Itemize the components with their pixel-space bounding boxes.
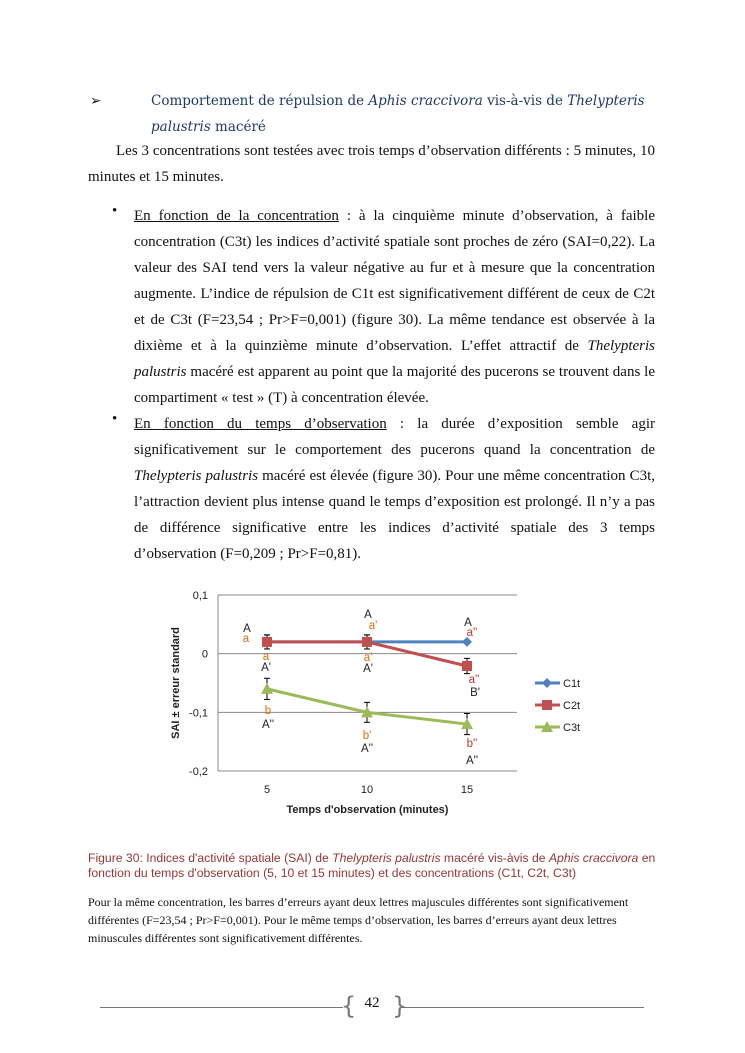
left-bracket-icon: { bbox=[341, 992, 357, 1020]
y-tick-label: -0,1 bbox=[189, 707, 208, 720]
x-tick-label: 15 bbox=[460, 784, 474, 796]
intro-paragraph: Les 3 concentrations sont testées avec trois temps d’observation différents : 5 minutes, 10 minutes et 15 minutes. bbox=[88, 143, 655, 185]
bullet-text: : la durée d’exposition semble agir significativement sur le comportement des pucerons quand la concentration de bbox=[134, 416, 655, 458]
footer-divider bbox=[100, 1007, 343, 1008]
bullet-dot-icon: • bbox=[112, 203, 118, 219]
footer-divider bbox=[401, 1007, 644, 1008]
right-bracket-icon: } bbox=[392, 992, 408, 1020]
significance-letter: A bbox=[464, 617, 472, 629]
x-tick-label: 10 bbox=[360, 784, 374, 796]
significance-letter: a' bbox=[368, 620, 378, 632]
significance-letter: A bbox=[364, 609, 372, 621]
significance-letter: A' bbox=[363, 663, 373, 675]
significance-letter: a'' bbox=[468, 674, 480, 686]
page-number: 42 bbox=[364, 995, 380, 1011]
heading-species: Aphis craccivora bbox=[368, 93, 483, 109]
figure-note: Pour la même concentration, les barres d’erreurs ayant deux lettres majuscules différentes sont significativement différentes (F=23,54 ; Pr>F=0,001). Pour le même temps d’observation, les barres d’erreurs ayant deux lettres minuscules différentes sont significativement différentes. bbox=[88, 895, 629, 945]
significance-letter: A'' bbox=[261, 719, 275, 731]
heading-text: macéré bbox=[210, 119, 266, 135]
significance-letter: A bbox=[243, 623, 251, 635]
legend-marker bbox=[542, 700, 552, 710]
significance-letter: b' bbox=[362, 730, 372, 742]
y-tick-label: 0,1 bbox=[192, 590, 208, 602]
data-point-C2t bbox=[362, 637, 372, 647]
heading-plant: Thelypteris palustris bbox=[151, 93, 645, 135]
caption-text: macéré vis-àvis de bbox=[440, 851, 549, 865]
x-tick-label: 5 bbox=[263, 784, 271, 796]
bullet-italic: Thelypteris palustris bbox=[134, 338, 655, 380]
legend-label: C1t bbox=[563, 678, 581, 690]
data-point-C2t bbox=[462, 661, 472, 671]
bullet-concentration bbox=[134, 203, 655, 411]
y-axis-title: SAI ± erreur standard bbox=[170, 627, 182, 739]
sai-line-chart bbox=[160, 580, 590, 820]
x-axis-title: Temps d'observation (minutes) bbox=[286, 804, 449, 816]
bullet-title: En fonction de la concentration bbox=[134, 208, 339, 224]
significance-letter: a bbox=[262, 651, 270, 663]
significance-letter: a'' bbox=[466, 627, 478, 639]
significance-letter: a bbox=[242, 633, 250, 645]
y-tick-label: 0 bbox=[201, 648, 208, 661]
caption-italic: Thelypteris palustris bbox=[332, 851, 441, 865]
bullet-title: En fonction du temps d’observation bbox=[134, 416, 387, 432]
significance-letter: b'' bbox=[466, 738, 478, 750]
legend-marker bbox=[542, 678, 552, 688]
heading-text: vis-à-vis de bbox=[482, 93, 568, 109]
bullet-dot-icon: • bbox=[112, 411, 118, 427]
caption-italic: Aphis craccivora bbox=[548, 851, 639, 865]
significance-letter: b bbox=[264, 705, 272, 717]
significance-letter: B' bbox=[470, 687, 480, 699]
bullet-text: : à la cinquième minute d’observation, à faible concentration (C3t) les indices d’activité spatiale sont proches de zéro (SAI=0,22). La valeur des SAI tend vers la valeur négative au fur et à mesure que la concentration augmente. L’indice de répulsion de C1t est significativement différent de ceux de C2t et de C3t (F=23,54 ; Pr>F=0,001) (figure 30). La même tendance est observée à la dixième et à la quinzième minute d’observation. L’effet attractif de bbox=[134, 208, 655, 354]
arrow-bullet-icon: ➢ bbox=[90, 93, 102, 109]
bullet-italic: Thelypteris palustris bbox=[134, 468, 259, 484]
section-heading bbox=[90, 88, 650, 140]
significance-letter: a' bbox=[363, 652, 373, 664]
y-tick-label: -0,2 bbox=[189, 766, 208, 778]
caption-text: en fonction du temps d'observation (5, 10 et 15 minutes) et des concentrations (C1t, C2t, C3t) bbox=[88, 851, 656, 880]
heading-text: Comportement de répulsion de bbox=[151, 93, 369, 109]
significance-letter: A'' bbox=[360, 743, 374, 755]
bullet-text: macéré est apparent au point que la majorité des pucerons se trouvent dans le compartiment « test » (T) à concentration élevée. bbox=[134, 364, 655, 406]
caption-text: Figure 30: Indices d'activité spatiale (SAI) de bbox=[88, 851, 333, 865]
significance-letter: A'' bbox=[465, 755, 479, 767]
legend-label: C3t bbox=[563, 722, 581, 734]
significance-letter: A' bbox=[261, 662, 271, 674]
legend-label: C2t bbox=[563, 700, 581, 712]
figure-caption bbox=[88, 851, 668, 881]
data-point-C2t bbox=[262, 637, 272, 647]
bullet-time bbox=[134, 411, 655, 567]
bullet-text: macéré est élevée (figure 30). Pour une même concentration C3t, l’attraction devient plus intense quand le temps d’exposition est prolongé. Il n’y a pas de différence significative entre les indices d’activité spatiale des 3 temps d’observation (F=0,209 ; Pr>F=0,81). bbox=[134, 468, 655, 562]
